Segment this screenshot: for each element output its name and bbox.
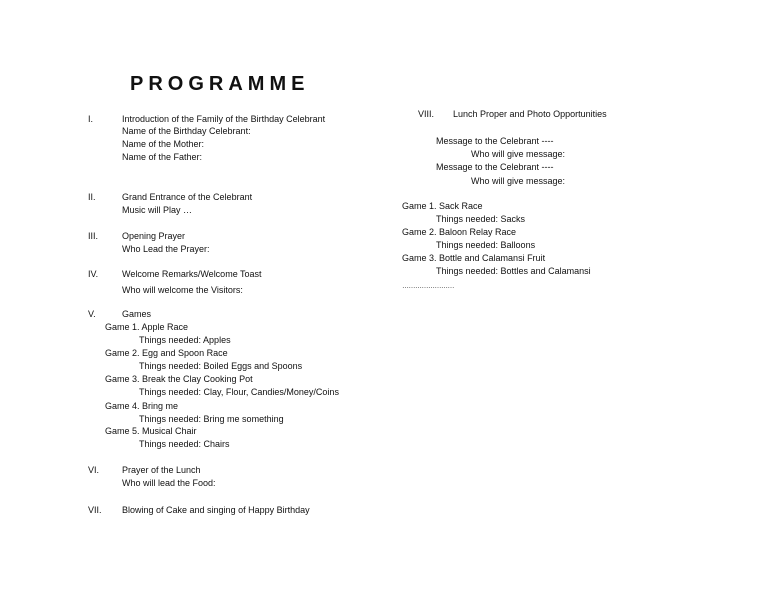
section-heading: Blowing of Cake and singing of Happy Birthday (122, 505, 310, 515)
section-line: Who will welcome the Visitors: (122, 285, 243, 295)
section-numeral: VII. (88, 505, 102, 515)
section-line: Who Lead the Prayer: (122, 244, 210, 254)
section-numeral: IV. (88, 269, 99, 279)
message-line: Message to the Celebrant ---- (436, 162, 554, 172)
game-name: Game 3. Break the Clay Cooking Pot (105, 374, 253, 384)
game-name: Game 5. Musical Chair (105, 426, 197, 436)
game-needed: Things needed: Bottles and Calamansi (436, 266, 591, 276)
game-name: Game 2. Baloon Relay Race (402, 227, 517, 237)
section-line: Name of the Birthday Celebrant: (122, 126, 251, 136)
game-name: Game 1. Sack Race (402, 201, 483, 211)
game-needed: Things needed: Sacks (436, 214, 526, 224)
section-line: Music will Play … (122, 205, 193, 215)
game-needed: Things needed: Apples (139, 335, 231, 345)
section-numeral: I. (88, 114, 94, 124)
game-name: Game 3. Bottle and Calamansi Fruit (402, 253, 546, 263)
game-name: Game 2. Egg and Spoon Race (105, 348, 228, 358)
section-numeral: VI. (88, 465, 100, 475)
game-needed: Things needed: Clay, Flour, Candies/Money/Coins (139, 387, 339, 397)
section-line: Name of the Mother: (122, 139, 205, 149)
message-line: Message to the Celebrant ---- (436, 136, 554, 146)
message-who: Who will give message: (471, 176, 566, 186)
game-needed: Things needed: Bring me something (139, 414, 284, 424)
section-numeral: III. (88, 231, 99, 241)
section-numeral: V. (88, 309, 96, 319)
game-needed: Things needed: Chairs (139, 439, 230, 449)
section-heading: Prayer of the Lunch (122, 465, 201, 475)
section-line: Who will lead the Food: (122, 478, 216, 488)
game-name: Game 4. Bring me (105, 401, 179, 411)
section-line: Name of the Father: (122, 152, 203, 162)
section-numeral: VIII. (418, 109, 435, 119)
game-needed: Things needed: Balloons (436, 240, 536, 250)
game-name: Game 1. Apple Race (105, 322, 189, 332)
game-needed: Things needed: Boiled Eggs and Spoons (139, 361, 303, 371)
section-heading: Opening Prayer (122, 231, 186, 241)
section-heading: Games (122, 309, 152, 319)
section-heading: Lunch Proper and Photo Opportunities (453, 109, 607, 119)
message-who: Who will give message: (471, 149, 566, 159)
section-numeral: II. (88, 192, 96, 202)
section-heading: Grand Entrance of the Celebrant (122, 192, 253, 202)
page-title: PROGRAMME (130, 73, 310, 95)
section-heading: Introduction of the Family of the Birthday Celebrant (122, 114, 326, 124)
dotted-line: …………………… (402, 283, 454, 290)
section-heading: Welcome Remarks/Welcome Toast (122, 269, 262, 279)
